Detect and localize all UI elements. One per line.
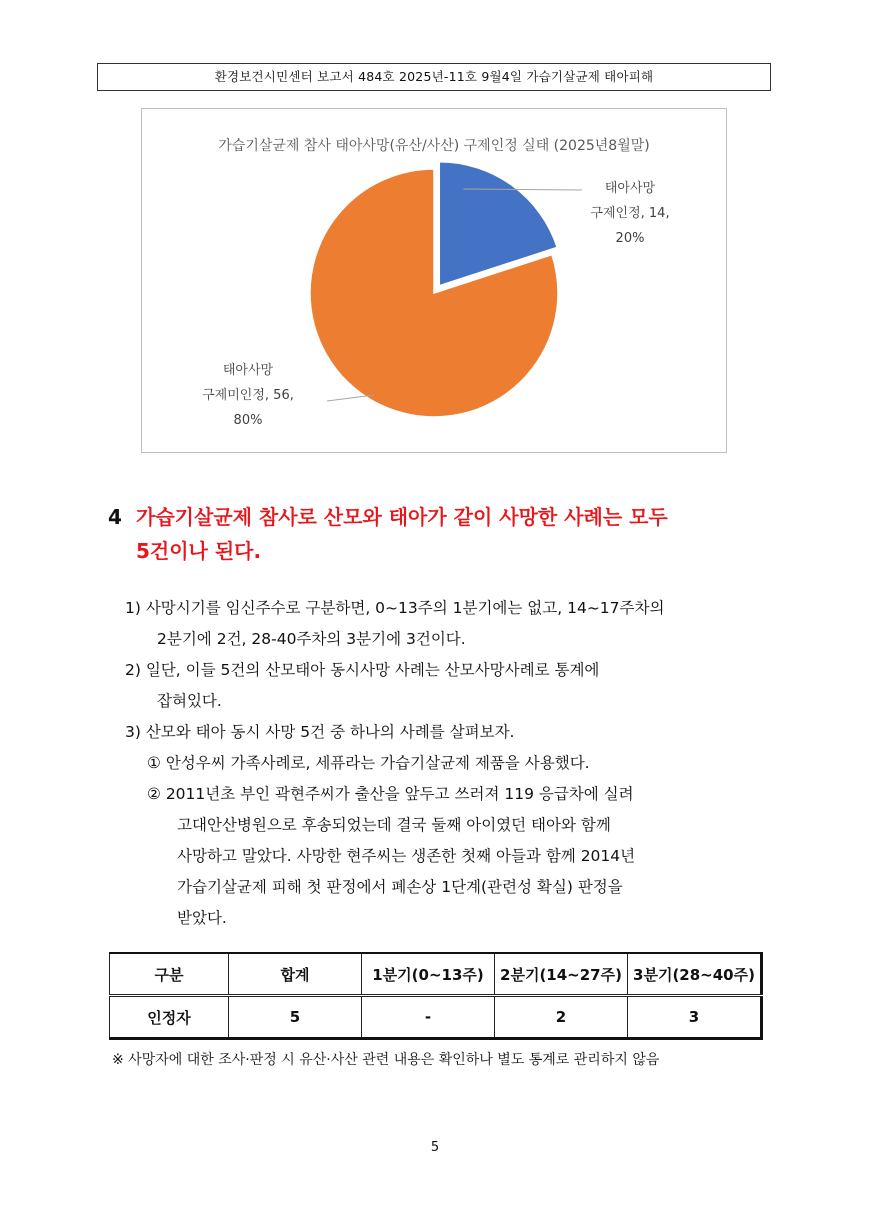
table-header-cell: 구분 xyxy=(110,953,229,996)
paragraph-line: 2분기에 2건, 28-40주차의 3분기에 3건이다. xyxy=(157,630,466,648)
chart-title: 가습기살균제 참사 태아사망(유산/사산) 구제인정 실태 (2025년8월말) xyxy=(218,138,650,154)
report-header-text: 환경보건시민센터 보고서 484호 2025년-11호 9월4일 가습기살균제 태아피해 xyxy=(214,69,654,84)
pie-slice-label: 20% xyxy=(615,231,645,246)
statistics-table xyxy=(109,952,763,1040)
paragraph-line: 사망하고 말았다. 사망한 현주씨는 생존한 첫째 아들과 함께 2014년 xyxy=(177,847,636,865)
table-cell: 인정자 xyxy=(110,996,229,1039)
case-item-1: ① 안성우씨 가족사례로, 세퓨라는 가습기살균제 제품을 사용했다. xyxy=(147,754,590,772)
table-header-cell: 1분기(0~13주) xyxy=(362,953,495,996)
section-number: 4 xyxy=(108,505,122,529)
report-header xyxy=(97,63,771,91)
table-cell: 3 xyxy=(628,996,762,1039)
section-title-line1: 가습기살균제 참사로 산모와 태아가 같이 사망한 사례는 모두 xyxy=(136,505,668,529)
pie-chart-svg xyxy=(142,109,728,454)
table-header-cell: 3분기(28~40주) xyxy=(628,953,762,996)
table-cell: 5 xyxy=(229,996,362,1039)
paragraph-line: 받았다. xyxy=(177,909,227,927)
table-header-row xyxy=(110,953,762,996)
case-item-2: ② 2011년초 부인 곽현주씨가 출산을 앞두고 쓰러져 119 응급차에 실려 xyxy=(147,785,634,803)
table-header-cell: 합계 xyxy=(229,953,362,996)
table-header-cell: 2분기(14~27주) xyxy=(495,953,628,996)
pie-chart xyxy=(141,108,727,453)
table-cell: - xyxy=(362,996,495,1039)
pie-slice-label: 태아사망 xyxy=(604,181,656,196)
paragraph-line: 2) 일단, 이들 5건의 산모태아 동시사망 사례는 산모사망사례로 통계에 xyxy=(125,661,600,679)
pie-slice-label: 80% xyxy=(233,413,263,428)
table-cell: 2 xyxy=(495,996,628,1039)
section-title-line2: 5건이나 된다. xyxy=(136,539,262,563)
table-row xyxy=(110,996,762,1039)
pie-slice-label: 구제인정, 14, xyxy=(590,206,670,221)
paragraph-line: 잡혀있다. xyxy=(157,692,222,710)
pie-slice-label: 태아사망 xyxy=(222,363,274,378)
page-number: 5 xyxy=(430,1140,440,1155)
paragraph-line: 1) 사망시기를 임신주수로 구분하면, 0~13주의 1분기에는 없고, 14~17주차의 xyxy=(125,599,665,617)
footnote: ※ 사망자에 대한 조사·판정 시 유산·사산 관련 내용은 확인하나 별도 통계로 관리하지 않음 xyxy=(112,1052,660,1068)
pie-slice-label: 구제미인정, 56, xyxy=(202,388,294,403)
paragraph-line: 고대안산병원으로 후송되었는데 결국 둘째 아이였던 태아와 함께 xyxy=(177,816,611,834)
paragraph-line: 3) 산모와 태아 동시 사망 5건 중 하나의 사례를 살펴보자. xyxy=(125,723,515,741)
paragraph-line: 가습기살균제 피해 첫 판정에서 폐손상 1단계(관련성 확실) 판정을 xyxy=(177,878,623,896)
section-heading xyxy=(108,500,748,568)
